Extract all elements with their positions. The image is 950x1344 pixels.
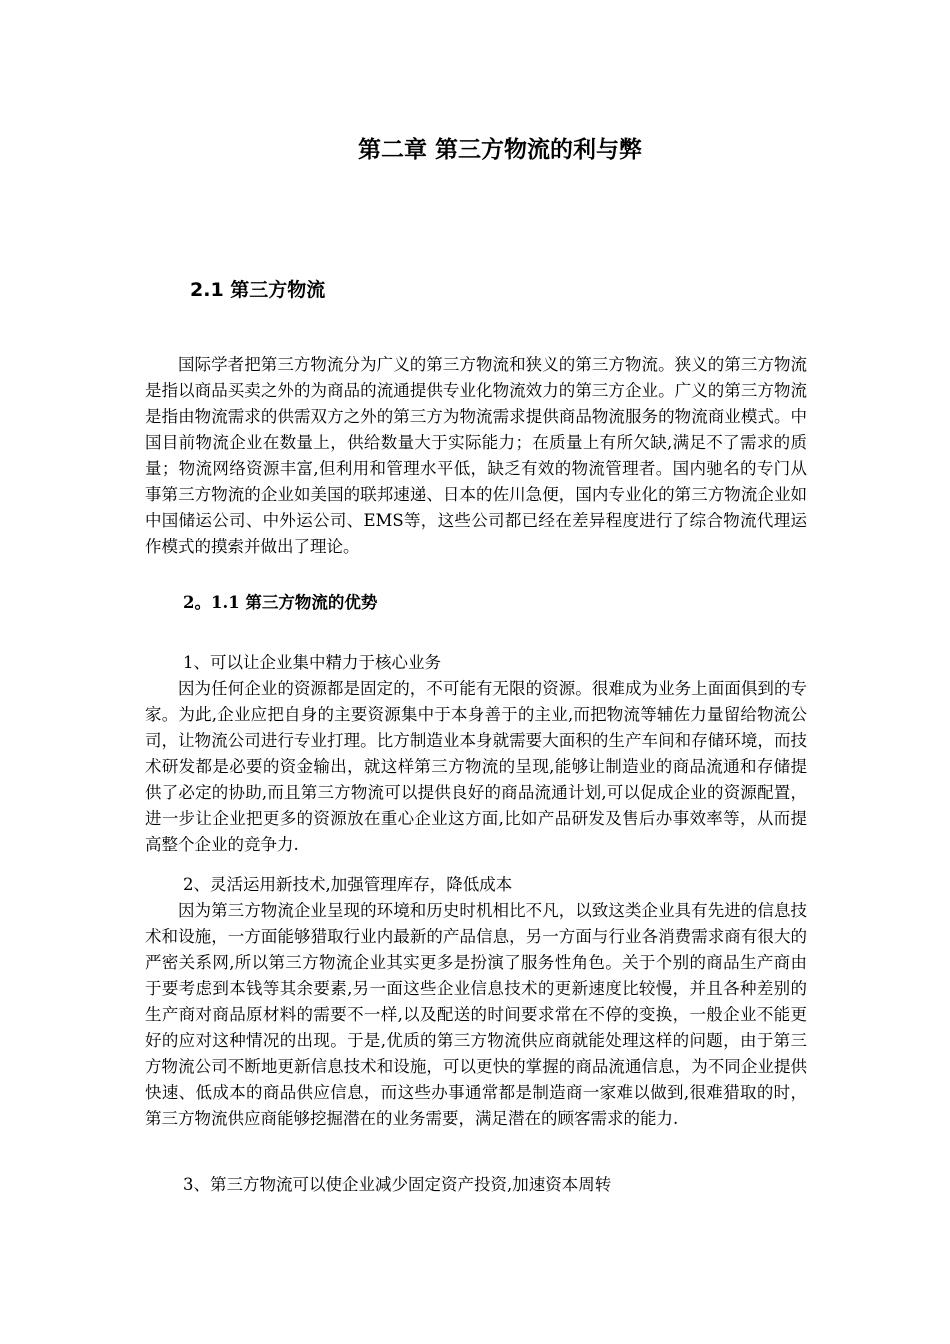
item-3-heading: 3、第三方物流可以使企业减少固定资产投资,加速资本周转 [183, 1175, 612, 1194]
item-2-heading: 2、灵活运用新技术,加强管理库存，降低成本 [183, 875, 513, 894]
intro-paragraph: 国际学者把第三方物流分为广义的第三方物流和狭义的第三方物流。狭义的第三方物流是指以商品买卖之外的为商品的流通提供专业化物流效力的第三方企业。广义的第三方物流是指由物流需求的供需双方之外的第三方为物流需求提供商品物流服务的物流商业模式。中国目前物流企业在数量上，供给数量大于实际能力；在质量上有所欠缺,满足不了需求的质量；物流网络资源丰富,但利用和管理水平低，缺乏有效的物流管理者。国内驰名的专门从事第三方物流的企业如美国的联邦速递、日本的佐川急便，国内专业化的第三方物流企业如中国储运公司、中外运公司、EMS等，这些公司都已经在差异程度进行了综合物流代理运作模式的摸索并做出了理论。 [145, 355, 807, 556]
subsection-title: 2。1.1 第三方物流的优势 [183, 593, 378, 612]
item-2-body: 因为第三方物流企业呈现的环境和历史时机相比不凡，以致这类企业具有先进的信息技术和设施，一方面能够猎取行业内最新的产品信息，另一方面与行业各消费需求商有很大的严密关系网,所以第三方物流企业其实更多是扮演了服务性角色。关于个别的商品生产商由于要考虑到本钱等其余要素,另一面这些企业信息技术的更新速度比较慢，并且各种差别的生产商对商品原材料的需要不一样,以及配送的时间要求常在不停的变换，一般企业不能更好的应对这种情况的出现。于是,优质的第三方物流供应商就能处理这样的问题，由于第三方物流公司不断地更新信息技术和设施，可以更快的掌握的商品流通信息，为不同企业提供快速、低成本的商品供应信息，而这些办事通常都是制造商一家难以做到,很难猎取的时，第三方物流供应商能够挖掘潜在的业务需要，满足潜在的顾客需求的能力. [145, 901, 807, 1128]
chapter-title: 第二章 第三方物流的利与弊 [357, 137, 642, 163]
section-title: 2.1 第三方物流 [190, 279, 326, 301]
item-1-heading: 1、可以让企业集中精力于核心业务 [183, 653, 441, 672]
item-1-body: 因为任何企业的资源都是固定的，不可能有无限的资源。很难成为业务上面面俱到的专家。为此,企业应把自身的主要资源集中于本身善于的主业,而把物流等辅佐力量留给物流公司，让物流公司进行专业打理。比方制造业本身就需要大面积的生产车间和存储环境，而技术研发都是必要的资金输出，就这样第三方物流的呈现,能够让制造业的商品流通和存储提供了必定的协助,而且第三方物流可以提供良好的商品流通计划,可以促成企业的资源配置，进一步让企业把更多的资源放在重心企业这方面,比如产品研发及售后办事效率等，从而提高整个企业的竞争力. [145, 679, 807, 854]
